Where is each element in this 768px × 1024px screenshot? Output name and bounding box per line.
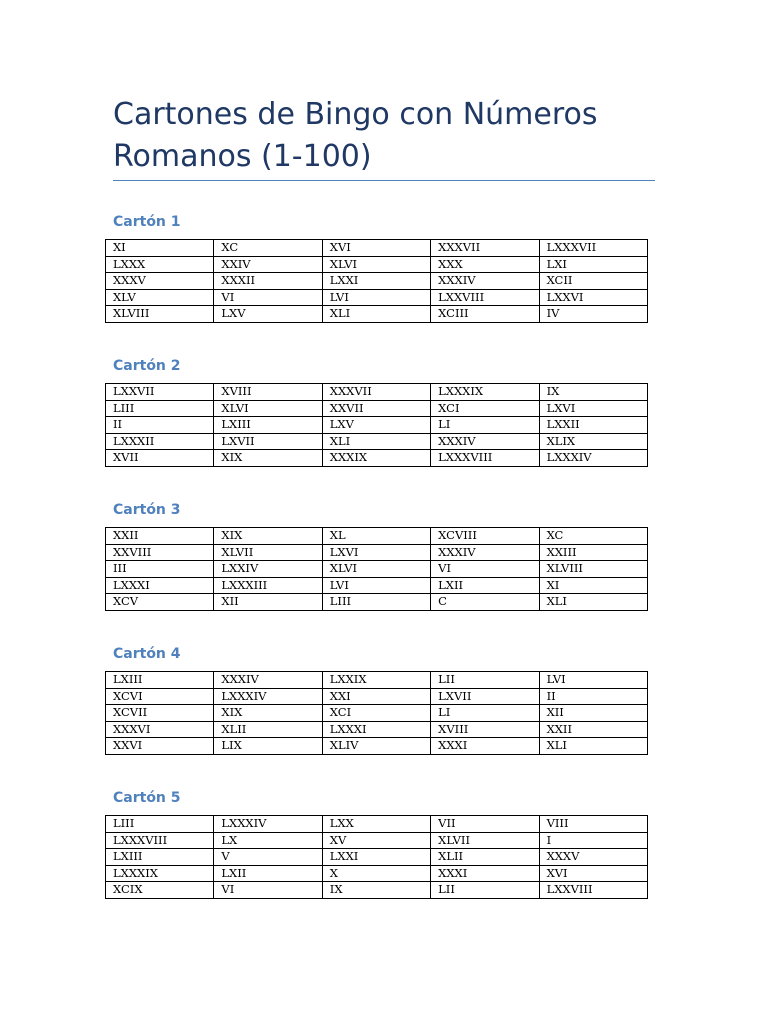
table-cell: LXIII [106, 849, 214, 866]
table-cell: XLI [539, 594, 647, 611]
table-cell: XXXVII [322, 384, 430, 401]
bingo-card-3 [105, 501, 649, 611]
table-cell: LIII [106, 816, 214, 833]
bingo-card-table [105, 383, 648, 467]
table-cell: XCVI [106, 688, 214, 705]
table-row [106, 450, 648, 467]
table-cell: XIX [214, 450, 322, 467]
table-cell: LIX [214, 738, 322, 755]
table-cell: XVIII [214, 384, 322, 401]
document-title: Cartones de Bingo con Números Romanos (1-100) [113, 97, 598, 174]
table-cell: V [214, 849, 322, 866]
table-row [106, 705, 648, 722]
table-cell: LIII [322, 594, 430, 611]
table-cell: LXXVII [106, 384, 214, 401]
table-cell: VI [214, 289, 322, 306]
table-cell: LXXXVIII [106, 832, 214, 849]
table-cell: LI [431, 417, 539, 434]
table-cell: LXII [214, 865, 322, 882]
table-cell: XXIII [539, 544, 647, 561]
table-cell: XXXVII [431, 240, 539, 257]
table-cell: LXXXIX [106, 865, 214, 882]
table-cell: IX [539, 384, 647, 401]
bingo-card-table [105, 239, 648, 323]
table-row [106, 433, 648, 450]
table-cell: XLIX [539, 433, 647, 450]
table-cell: LXXVI [539, 289, 647, 306]
table-cell: XCVII [106, 705, 214, 722]
table-cell: XVII [106, 450, 214, 467]
bingo-card-table [105, 671, 648, 755]
table-cell: XXX [431, 256, 539, 273]
table-row [106, 544, 648, 561]
table-row [106, 577, 648, 594]
table-cell: LXXI [322, 273, 430, 290]
table-cell: XXII [539, 721, 647, 738]
table-cell: XLII [214, 721, 322, 738]
table-cell: I [539, 832, 647, 849]
table-cell: XXVI [106, 738, 214, 755]
table-cell: XXXIV [431, 544, 539, 561]
table-cell: XLIV [322, 738, 430, 755]
table-cell: III [106, 561, 214, 578]
table-row [106, 865, 648, 882]
table-cell: XV [322, 832, 430, 849]
table-cell: XXXII [214, 273, 322, 290]
bingo-card-1 [105, 213, 649, 323]
table-cell: LXIII [214, 417, 322, 434]
table-cell: VIII [539, 816, 647, 833]
table-row [106, 240, 648, 257]
table-row [106, 400, 648, 417]
table-cell: XXXVI [106, 721, 214, 738]
table-cell: LXXX [106, 256, 214, 273]
table-cell: XCI [431, 400, 539, 417]
table-row [106, 561, 648, 578]
table-row [106, 721, 648, 738]
table-cell: IX [322, 882, 430, 899]
table-cell: LXXXIII [214, 577, 322, 594]
table-cell: XVI [322, 240, 430, 257]
table-cell: LXXXI [322, 721, 430, 738]
table-cell: XCV [106, 594, 214, 611]
table-cell: LXX [322, 816, 430, 833]
table-cell: XLV [106, 289, 214, 306]
table-row [106, 849, 648, 866]
table-cell: XLI [322, 433, 430, 450]
table-cell: IV [539, 306, 647, 323]
card-heading: Cartón 1 [113, 214, 181, 230]
table-row [106, 306, 648, 323]
table-cell: XCI [322, 705, 430, 722]
table-cell: LXXVIII [431, 289, 539, 306]
card-heading: Cartón 2 [113, 358, 181, 374]
table-cell: XCII [539, 273, 647, 290]
table-cell: II [106, 417, 214, 434]
table-cell: LXXII [539, 417, 647, 434]
table-cell: LXV [322, 417, 430, 434]
table-cell: LXXXIV [214, 688, 322, 705]
table-row [106, 672, 648, 689]
table-cell: XXXI [431, 738, 539, 755]
table-cell: XIX [214, 528, 322, 545]
table-cell: LXXXIV [214, 816, 322, 833]
table-cell: XIX [214, 705, 322, 722]
table-row [106, 594, 648, 611]
table-cell: LX [214, 832, 322, 849]
table-cell: LVI [322, 289, 430, 306]
table-cell: XXXIV [431, 273, 539, 290]
table-cell: LXXI [322, 849, 430, 866]
table-cell: LIII [106, 400, 214, 417]
card-heading: Cartón 3 [113, 502, 181, 518]
table-cell: VI [214, 882, 322, 899]
table-cell: XLVI [322, 256, 430, 273]
table-cell: LXXXII [106, 433, 214, 450]
table-cell: LXXXIX [431, 384, 539, 401]
table-row [106, 832, 648, 849]
table-row [106, 882, 648, 899]
table-cell: XL [322, 528, 430, 545]
table-cell: XLVIII [539, 561, 647, 578]
table-cell: XI [106, 240, 214, 257]
table-cell: LXVII [431, 688, 539, 705]
table-cell: XXVII [322, 400, 430, 417]
table-cell: LXXXIV [539, 450, 647, 467]
table-cell: XXI [322, 688, 430, 705]
table-cell: XXVIII [106, 544, 214, 561]
card-heading: Cartón 5 [113, 790, 181, 806]
table-cell: LXI [539, 256, 647, 273]
bingo-card-5 [105, 789, 649, 899]
table-cell: XCIII [431, 306, 539, 323]
table-cell: XC [539, 528, 647, 545]
table-row [106, 738, 648, 755]
table-cell: LXIII [106, 672, 214, 689]
table-cell: XCVIII [431, 528, 539, 545]
table-row [106, 384, 648, 401]
table-cell: XII [539, 705, 647, 722]
table-row [106, 256, 648, 273]
table-row [106, 417, 648, 434]
table-cell: LXII [431, 577, 539, 594]
bingo-card-2 [105, 357, 649, 467]
table-cell: LXXXVIII [431, 450, 539, 467]
table-cell: LXXIX [322, 672, 430, 689]
table-row [106, 816, 648, 833]
table-cell: XC [214, 240, 322, 257]
table-cell: XXXI [431, 865, 539, 882]
table-row [106, 273, 648, 290]
table-cell: LVI [539, 672, 647, 689]
bingo-card-table [105, 527, 648, 611]
table-cell: XXXV [106, 273, 214, 290]
table-cell: XLVII [214, 544, 322, 561]
table-row [106, 289, 648, 306]
table-cell: XLI [322, 306, 430, 323]
table-cell: X [322, 865, 430, 882]
table-cell: XLVI [322, 561, 430, 578]
table-cell: LII [431, 672, 539, 689]
table-cell: LXXXVII [539, 240, 647, 257]
table-cell: XII [214, 594, 322, 611]
table-cell: LXVI [539, 400, 647, 417]
table-cell: XLVII [431, 832, 539, 849]
table-cell: XXII [106, 528, 214, 545]
table-cell: VI [431, 561, 539, 578]
table-cell: LXVI [322, 544, 430, 561]
table-row [106, 528, 648, 545]
table-cell: XI [539, 577, 647, 594]
table-row [106, 688, 648, 705]
table-cell: XXXV [539, 849, 647, 866]
table-cell: VII [431, 816, 539, 833]
table-cell: LII [431, 882, 539, 899]
card-heading: Cartón 4 [113, 646, 181, 662]
table-cell: XLVI [214, 400, 322, 417]
table-cell: XXIV [214, 256, 322, 273]
bingo-card-table [105, 815, 648, 899]
table-cell: LXV [214, 306, 322, 323]
table-cell: XXXIV [214, 672, 322, 689]
table-cell: XVI [539, 865, 647, 882]
table-cell: LXXVIII [539, 882, 647, 899]
table-cell: LXXXI [106, 577, 214, 594]
table-cell: XLII [431, 849, 539, 866]
title-divider [113, 180, 655, 181]
table-cell: XLVIII [106, 306, 214, 323]
table-cell: XVIII [431, 721, 539, 738]
table-cell: LI [431, 705, 539, 722]
table-cell: C [431, 594, 539, 611]
table-cell: XCIX [106, 882, 214, 899]
table-cell: LXXIV [214, 561, 322, 578]
table-cell: XLI [539, 738, 647, 755]
table-cell: II [539, 688, 647, 705]
table-cell: LVI [322, 577, 430, 594]
bingo-card-4 [105, 645, 649, 755]
table-cell: XXXIX [322, 450, 430, 467]
table-cell: XXXIV [431, 433, 539, 450]
table-cell: LXVII [214, 433, 322, 450]
